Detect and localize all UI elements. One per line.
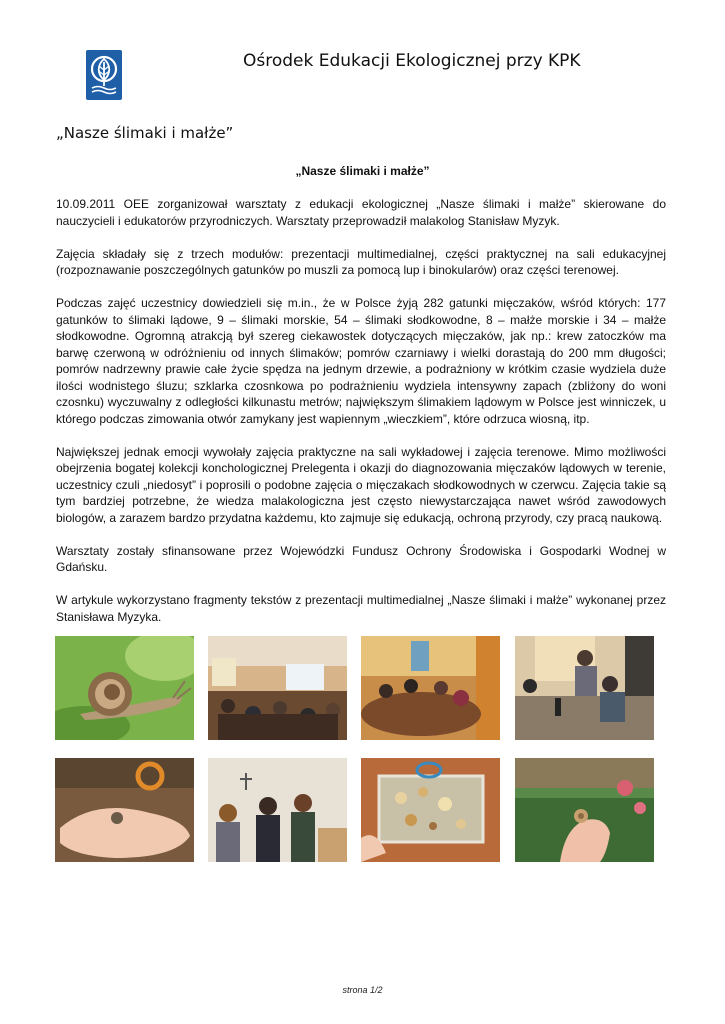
article-paragraph: Warsztaty zostały sfinansowane przez Wojewódzki Fundusz Ochrony Środowiska i Gospodarki Wodnej w Gdańsku. — [56, 543, 666, 574]
photo-shell-in-hand — [55, 758, 194, 862]
photo-shell-collection-box — [361, 758, 500, 862]
article-paragraph: Zajęcia składały się z trzech modułów: prezentacji multimedialnej, części praktycznej na sali edukacyjnej (rozpoznawanie poszczególnych gatunków po muszli za pomocą lup i binokularów) oraz części terenowej. — [56, 246, 666, 277]
photo-microscopes — [515, 636, 654, 740]
article-paragraph: 10.09.2011 OEE zorganizował warsztaty z edukacji ekologicznej „Nasze ślimaki i małże” skierowane do nauczycieli i edukatorów przyrodniczych. Warsztaty przeprowadził malakolog Stanisław Myzyk. — [56, 197, 666, 228]
article-title: „Nasze ślimaki i małże” — [295, 164, 430, 178]
photo-field-shell — [515, 758, 654, 862]
page-number: strona 1/2 — [342, 985, 383, 995]
photo-workshop-table — [361, 636, 500, 740]
article-body — [56, 196, 666, 642]
article-paragraph: Największej jednak emocji wywołały zajęcia praktyczne na sali wykładowej i zajęcia terenowe. Mimo możliwości obejrzenia bogatej kolekcji konchologicznej Prelegenta i okazji do diagnozowania mięczaków lądowych w terenie, uczestnicy czuli „niedosyt” i poprosili o podobne zajęcia o mięczakach słodkowodnych w czerwcu. Zajęcia takie są tym bardziej potrzebne, że wiedza malakologiczna jest często niewystarczająca nawet wśród zawodowych biologów, a zarazem bardzo przydatna każdemu, kto zajmuje się edukacją, ochroną przyrody, czy pracą naukową. — [56, 444, 666, 525]
photo-group-standing — [208, 758, 347, 862]
article-paragraph: Podczas zajęć uczestnicy dowiedzieli się m.in., że w Polsce żyją 282 gatunki mięczaków, wśród których: 177 gatunków to ślimaki lądowe, 9 – ślimaki morskie, 54 – ślimaki słodkowodne, 8 – małże morskie i 34 – małże słodkowodne. Ogromną atrakcją był szereg ciekawostek dotyczących mięczaków, jak np.: krew zatoczków ma barwę czerwoną w odróżnieniu od innych ślimaków; pomrów czarniawy i wielki dorastają do 200 mm długości; pomrów nadrzewny prawie całe życie spędza na jednym drzewie, a podrażniony w krótkim czasie wydziela duże ilości wodnistego śluzu; szklarka czosnkowa po podrażnieniu wydziela intensywny zapach (zbliżony do woni czosnku) wyczuwalny z odległości kilkunastu metrów; największym ślimakiem lądowym w Polsce jest winniczek, u którego podczas zimowania otwór zamykany jest wapiennym „wieczkiem”, które odrzuca wiosną, itp. — [56, 296, 666, 426]
leaf-emblem-icon — [86, 50, 122, 100]
article-paragraph: W artykule wykorzystano fragmenty tekstów z prezentacji multimedialnej „Nasze ślimaki i małże” wykonanej przez Stanisława Myzyka. — [56, 593, 666, 624]
page-heading: „Nasze ślimaki i małże” — [56, 124, 234, 142]
photo-lecture-room — [208, 636, 347, 740]
org-title: Ośrodek Edukacji Ekologicznej przy KPK — [243, 51, 581, 71]
photo-snail — [55, 636, 194, 740]
